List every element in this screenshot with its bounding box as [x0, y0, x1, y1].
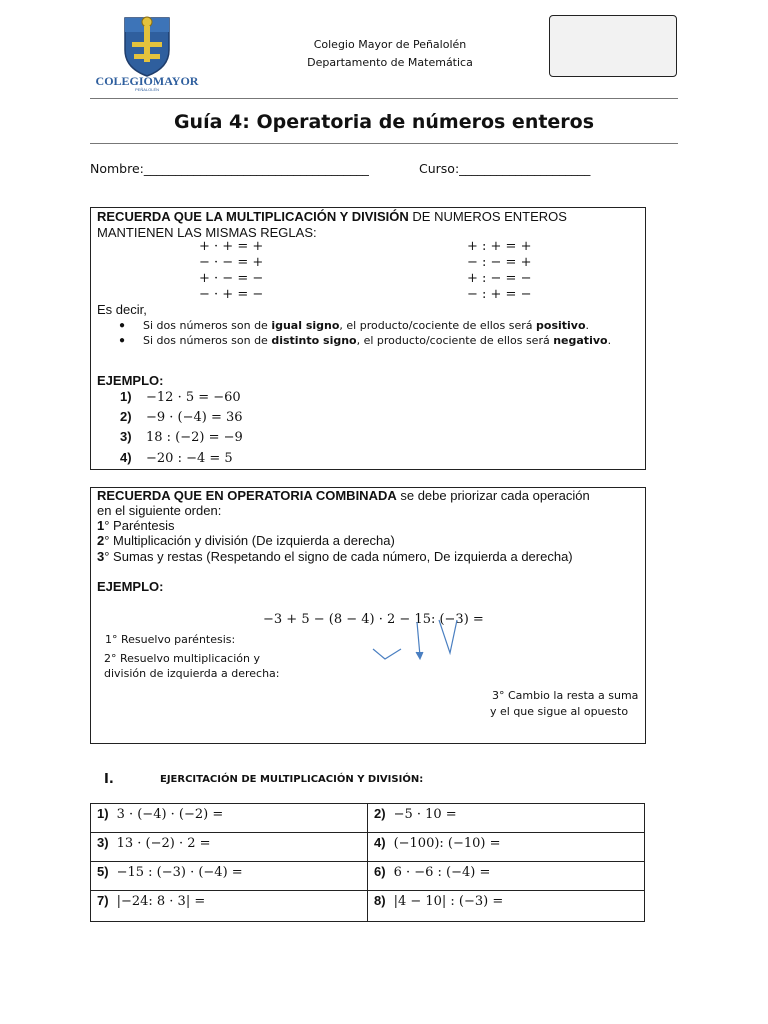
mult-rule: + · + = +: [199, 239, 264, 254]
combined-operations-box: [90, 487, 646, 744]
div-rule: + : + = +: [467, 239, 532, 254]
note-step-2-line2: división de izquierda a derecha:: [104, 667, 280, 680]
grade-box: [549, 15, 677, 77]
page-title: Guía 4: Operatoria de números enteros: [173, 111, 595, 133]
note-step-1: 1° Resuelvo paréntesis:: [105, 633, 236, 646]
exercise-cell[interactable]: 1) 3 · (−4) · (−2) =: [91, 804, 368, 833]
section-title: EJERCITACIÓN DE MULTIPLICACIÓN Y DIVISIÓN:: [160, 774, 424, 785]
example-item: 2) −9 · (−4) = 36: [120, 409, 243, 425]
order-intro-line2: en el siguiente orden:: [97, 503, 222, 518]
rules-intro: RECUERDA QUE LA MULTIPLICACIÓN Y DIVISIÓN DE NUMEROS ENTEROS: [97, 209, 567, 224]
table-row: [91, 833, 645, 862]
exercise-table: [90, 803, 645, 922]
example-label: EJEMPLO:: [97, 373, 164, 388]
rule-bullet-1: Si dos números son de igual signo, el producto/cociente de ellos será positivo.: [143, 319, 590, 332]
exercise-cell[interactable]: 6) 6 · −6 : (−4) =: [368, 862, 645, 891]
annotation-arrows-icon: [361, 616, 471, 664]
note-step-2-line1: 2° Resuelvo multiplicación y: [104, 652, 260, 665]
table-row: [91, 804, 645, 833]
name-field[interactable]: Nombre:____________________________________: [90, 161, 369, 176]
rules-intro-line2: MANTIENEN LAS MISMAS REGLAS:: [97, 225, 317, 240]
example-item: 3) 18 : (−2) = −9: [120, 429, 243, 445]
exercise-cell[interactable]: 3) 13 · (−2) · 2 =: [91, 833, 368, 862]
exercise-cell[interactable]: 4) (−100): (−10) =: [368, 833, 645, 862]
school-logo: [88, 12, 206, 92]
example-label: EJEMPLO:: [97, 579, 164, 594]
rule-bullet-2: Si dos números son de distinto signo, el producto/cociente de ellos será negativo.: [143, 334, 612, 347]
school-header: [240, 36, 540, 72]
example-item: 1) −12 · 5 = −60: [120, 389, 241, 405]
bullet-icon: ●: [119, 320, 126, 331]
order-step: 2° Multiplicación y división (De izquierda a derecha): [97, 533, 395, 548]
school-name: Colegio Mayor de Peñalolén: [313, 38, 467, 51]
bullet-icon: ●: [119, 335, 126, 346]
course-field[interactable]: Curso:_____________________: [419, 161, 591, 176]
order-intro: RECUERDA QUE EN OPERATORIA COMBINADA se debe priorizar cada operación: [97, 488, 590, 503]
svg-text:PEÑALOLÉN: PEÑALOLÉN: [134, 87, 160, 92]
exercise-cell[interactable]: 7) |−24: 8 · 3| =: [91, 891, 368, 922]
sign-rules-box: [90, 207, 646, 470]
section-number: I.: [104, 772, 114, 787]
exercise-cell[interactable]: 8) |4 − 10| : (−3) =: [368, 891, 645, 922]
table-row: [91, 862, 645, 891]
order-step: 3° Sumas y restas (Respetando el signo de cada número, De izquierda a derecha): [97, 549, 573, 564]
note-step-3-line2: y el que sigue al opuesto: [490, 705, 629, 718]
example-item: 4) −20 : −4 = 5: [120, 450, 233, 466]
exercise-cell[interactable]: 2) −5 · 10 =: [368, 804, 645, 833]
div-rule: − : − = +: [467, 255, 532, 270]
svg-text:COLEGIOMAYOR: COLEGIOMAYOR: [95, 74, 199, 88]
department-name: Departamento de Matemática: [307, 56, 473, 69]
title-divider: [90, 143, 678, 144]
div-rule: − : + = −: [467, 287, 532, 302]
note-step-3-line1: 3° Cambio la resta a suma: [492, 689, 639, 702]
mult-rule: + · − = −: [199, 271, 264, 286]
div-rule: + : − = −: [467, 271, 532, 286]
header-divider: [90, 98, 678, 99]
table-row: [91, 891, 645, 922]
combined-expression: −3 + 5 − (8 − 4) · 2 − 15: (−3) =: [263, 612, 484, 627]
exercise-cell[interactable]: 5) −15 : (−3) · (−4) =: [91, 862, 368, 891]
order-step: 1° Paréntesis: [97, 518, 175, 533]
mult-rule: − · − = +: [199, 255, 264, 270]
mult-rule: − · + = −: [199, 287, 264, 302]
es-decir: Es decir,: [97, 302, 147, 317]
